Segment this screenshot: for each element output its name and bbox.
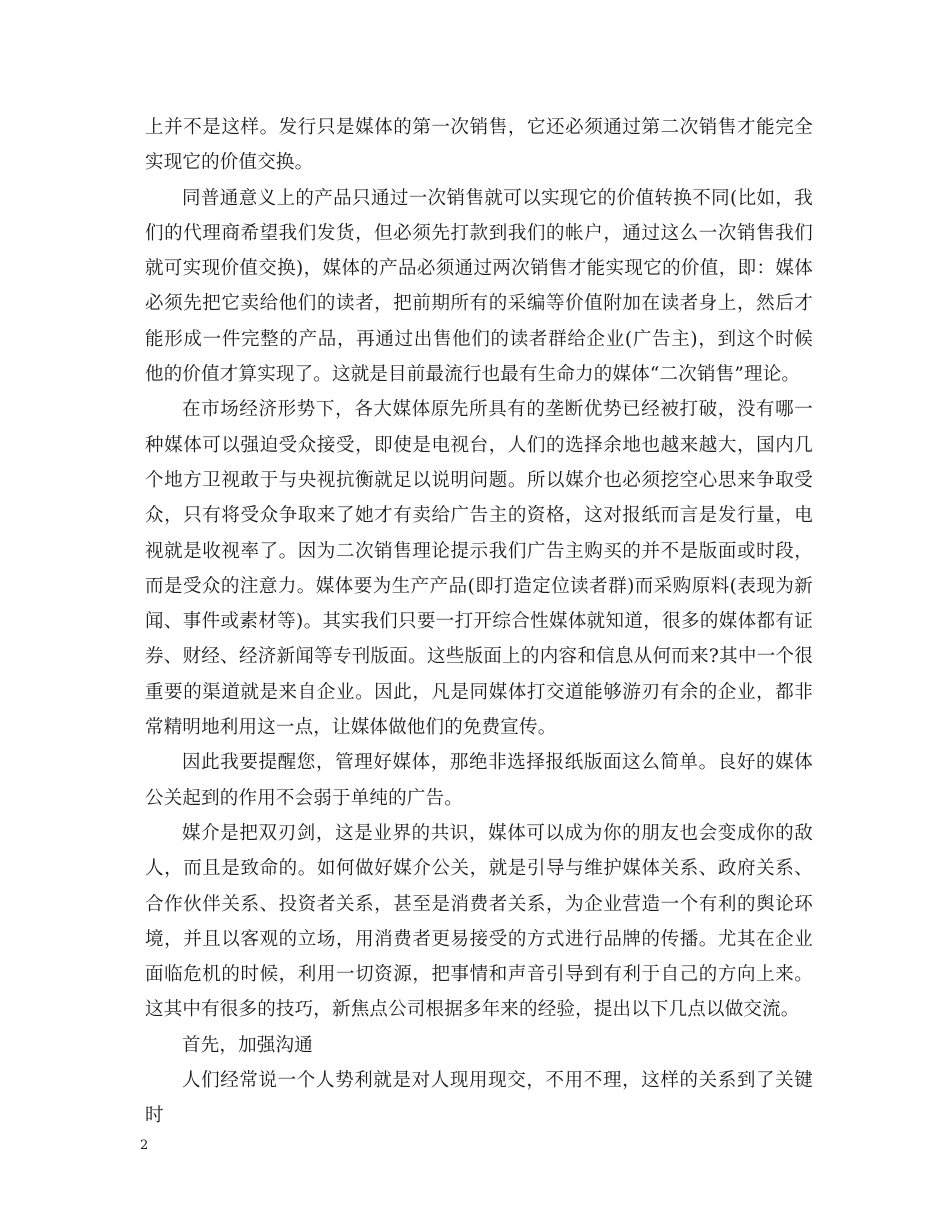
- paragraph-double-edged-sword: 媒介是把双刃剑，这是业界的共识，媒体可以成为你的朋友也会变成你的敌人，而且是致命的。如何做好媒介公关，就是引导与维护媒体关系、政府关系、合作伙伴关系、投资者关系，甚至是消费者关系，为企业营造一个有利的舆论环境，并且以客观的立场，用消费者更易接受的方式进行品牌的传播。尤其在企业面临危机的时候，利用一切资源，把事情和声音引导到有利于自己的方向上来。这其中有很多的技巧，新焦点公司根据多年来的经验，提出以下几点以做交流。: [145, 822, 813, 1021]
- paragraph-reminder: 因此我要提醒您，管理好媒体，那绝非选择报纸版面这么简单。良好的媒体公关起到的作用不会弱于单纯的广告。: [145, 752, 813, 809]
- paragraph-relationships: 人们经常说一个人势利就是对人现用现交，不用不理，这样的关系到了关键时: [145, 1070, 813, 1127]
- paragraph-market-economy: 在市场经济形势下，各大媒体原先所具有的垄断优势已经被打破，没有哪一种媒体可以强迫受众接受，即使是电视台，人们的选择余地也越来越大，国内几个地方卫视敢于与央视抗衡就足以说明问题。所以媒介也必须挖空心思来争取受众，只有将受众争取来了她才有卖给广告主的资格，这对报纸而言是发行量，电视就是收视率了。因为二次销售理论提示我们广告主购买的并不是版面或时段，而是受众的注意力。媒体要为生产产品(即打造定位读者群)而采购原料(表现为新闻、事件或素材等)。其实我们只要一打开综合性媒体就知道，很多的媒体都有证券、财经、经济新闻等专刊版面。这些版面上的内容和信息从何而来?其中一个很重要的渠道就是来自企业。因此，凡是同媒体打交道能够游刃有余的企业，都非常精明地利用这一点，让媒体做他们的免费宣传。: [145, 399, 813, 739]
- body-text: [145, 110, 813, 1134]
- section-heading-communication: 首先，加强沟通: [182, 1034, 313, 1056]
- paragraph-two-sales: 同普通意义上的产品只通过一次销售就可以实现它的价值转换不同(比如，我们的代理商希望我们发货，但必须先打款到我们的帐户，通过这么一次销售我们就可实现价值交换)，媒体的产品必须通过两次销售才能实现它的价值，即：媒体必须先把它卖给他们的读者，把前期所有的采编等价值附加在读者身上，然后才能形成一件完整的产品，再通过出售他们的读者群给企业(广告主)，到这个时候他的价值才算实现了。这就是目前最流行也最有生命力的媒体“二次销售”理论。: [145, 187, 813, 386]
- paragraph-continuation: 上并不是这样。发行只是媒体的第一次销售，它还必须通过第二次销售才能完全实现它的价值交换。: [145, 117, 813, 174]
- page-number: 2: [140, 1138, 149, 1153]
